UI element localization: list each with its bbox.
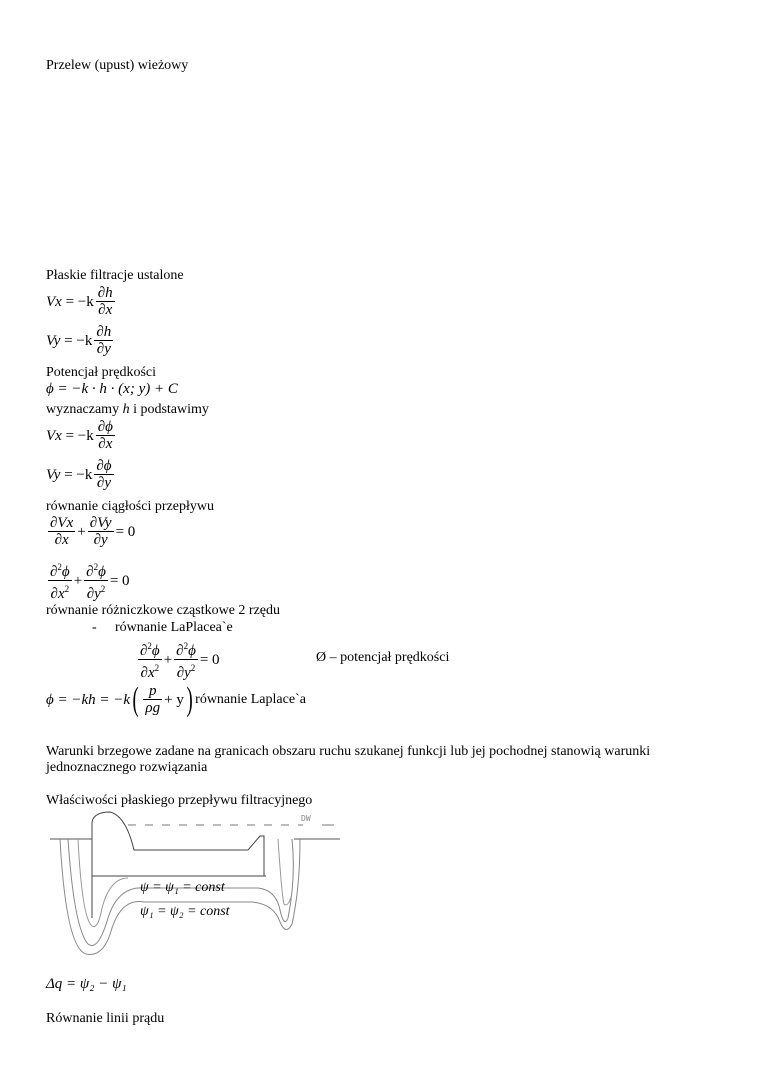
right-paren: )	[186, 681, 193, 718]
symbol-vx: Vx	[46, 427, 62, 444]
phi-note: Ø – potencjał prędkości	[316, 650, 450, 665]
equation-vy-h	[46, 324, 115, 358]
numerator: ∂Vx	[50, 515, 74, 531]
symbol-vy: Vy	[46, 466, 61, 483]
dw-label: DW	[301, 814, 311, 823]
numerator: ∂Vy	[89, 515, 112, 531]
numerator: ∂h	[96, 324, 112, 340]
plus: +	[77, 523, 86, 540]
plus-y: + y	[164, 691, 184, 708]
numerator: ∂ϕ	[96, 458, 112, 474]
plus: +	[73, 572, 83, 589]
heading-rownanie-linii: Równanie linii prądu	[46, 1011, 165, 1026]
equation-laplace-2	[136, 638, 220, 682]
heading-przelew: Przelew (upust) wieżowy	[46, 58, 189, 73]
equation-vx-h	[46, 285, 117, 319]
text-wyznaczamy	[46, 402, 209, 418]
denominator: ∂x	[96, 301, 115, 319]
equation-laplace-pressure	[46, 683, 306, 717]
minus-k: = −k	[65, 427, 94, 444]
denominator: ∂y	[88, 531, 114, 549]
flow-line-3	[78, 839, 128, 927]
equation-laplace-1	[46, 559, 130, 603]
denominator: $\partial y^2$	[84, 580, 108, 603]
denominator: ∂x	[96, 435, 115, 453]
numerator: ∂h	[97, 285, 113, 301]
denominator: ρg	[145, 700, 161, 716]
numerator: ∂$^2$ϕ	[176, 641, 196, 659]
heading-plaskie-filtracje: Płaskie filtracje ustalone	[46, 268, 184, 283]
equation-vx-phi	[46, 419, 117, 453]
delta-q-equation: Δq = ψ₂ − ψ₁	[46, 976, 127, 992]
flow-line-4	[278, 839, 292, 905]
psi-label-2: ψ₁ = ψ₂ = const	[140, 904, 230, 919]
denominator: ∂y	[94, 474, 113, 492]
numerator: ∂ϕ	[97, 419, 113, 435]
psi-label-1: ψ = ψ₁ = const	[140, 880, 225, 895]
numerator: p	[149, 683, 157, 699]
equation-vy-phi	[46, 458, 116, 492]
equals-zero: = 0	[199, 651, 220, 668]
heading-wlasciwosci: Właściwości płaskiego przepływu filtracyjnego	[46, 793, 313, 808]
laplace-lhs: ϕ = −kh = −k	[46, 691, 131, 708]
wyznaczamy: wyznaczamy	[46, 402, 120, 417]
equals-zero: = 0	[109, 572, 130, 589]
minus-k: = −k	[65, 293, 94, 310]
phi-definition: ϕ = −k · h · (x; y) + C	[46, 381, 178, 397]
denominator: ∂x	[48, 531, 75, 549]
minus-k: = −k	[64, 466, 93, 483]
minus-k: = −k	[64, 332, 93, 349]
label-rozniczkowe: równanie różniczkowe cząstkowe 2 rzędu	[46, 603, 281, 618]
equals-zero: = 0	[115, 523, 136, 540]
podstawimy: i podstawimy	[133, 402, 209, 417]
paragraph-warunki: Warunki brzegowe zadane na granicach obszaru ruchu szukanej funkcji lub jej pochodnej stanowią warunki jednoznacznego rozwiązania	[46, 744, 651, 775]
plus: +	[163, 651, 173, 668]
denominator: $\partial x^2$	[138, 659, 162, 682]
laplace-label: równanie Laplace`a	[195, 692, 306, 707]
bullet-dash: -	[92, 620, 97, 635]
symbol-h: h	[122, 402, 130, 417]
denominator: $\partial x^2$	[48, 580, 72, 603]
numerator: ∂$^2$ϕ	[50, 562, 70, 580]
denominator: ∂y	[94, 340, 113, 358]
left-paren: (	[132, 681, 139, 718]
label-ciaglosc: równanie ciągłości przepływu	[46, 499, 214, 514]
symbol-vx: Vx	[46, 293, 62, 310]
symbol-vy: Vy	[46, 332, 61, 349]
label-potencjal: Potencjał prędkości	[46, 365, 157, 380]
numerator: ∂$^2$ϕ	[86, 562, 106, 580]
equation-continuity	[46, 515, 135, 549]
denominator: $\partial y^2$	[174, 659, 198, 682]
label-laplacea: równanie LaPlacea`e	[115, 620, 233, 635]
numerator: ∂$^2$ϕ	[140, 641, 160, 659]
